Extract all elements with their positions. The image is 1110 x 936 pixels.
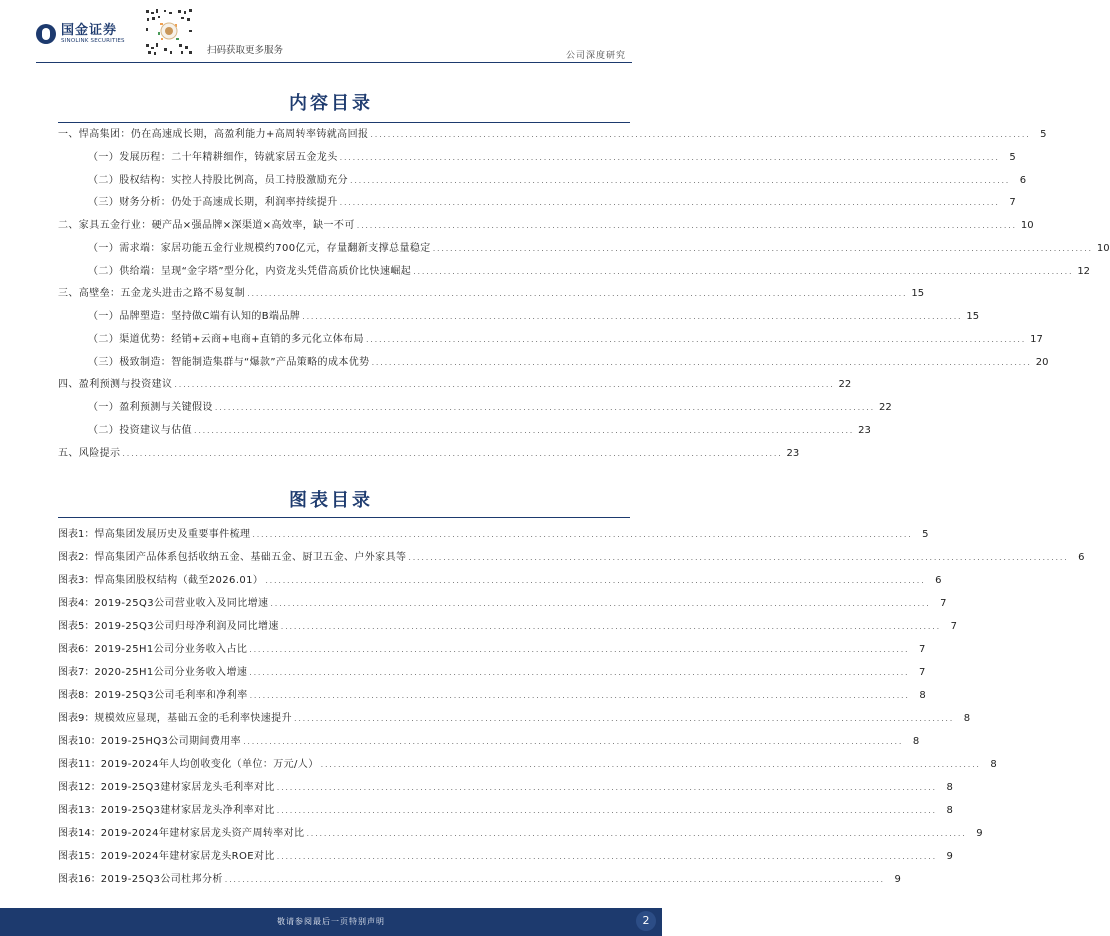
leader-dots: ........................................................................................................................................................ (350, 175, 1011, 185)
logo-cn-text: 国金证券 (61, 23, 118, 38)
figure-caption: 2020-25H1公司分业务收入增速 (94, 667, 248, 678)
figure-caption: 2019-25Q3建材家居龙头净利率对比 (100, 805, 275, 816)
toc-entry-page: 23 (858, 424, 871, 436)
figure-page: 6 (935, 575, 942, 586)
figure-caption: 2019-25Q3公司营业收入及同比增速 (94, 598, 269, 609)
figure-list (58, 525, 1085, 893)
leader-dots: ........................................................................................................................................................ (356, 221, 1017, 230)
figure-entry[interactable] (58, 594, 947, 617)
leader-dots: ........................................................................................................................................................ (370, 130, 1031, 139)
company-logo (36, 24, 125, 45)
figure-entry[interactable] (58, 617, 957, 640)
leader-dots: ........................................................................................................................................................ (249, 668, 910, 677)
leader-dots: ........................................................................................................................................................ (432, 243, 1093, 253)
figure-entry[interactable] (58, 525, 929, 548)
figure-number: 图表6： (58, 644, 95, 655)
toc-entry-page: 15 (911, 288, 925, 300)
figure-entry[interactable] (58, 732, 920, 755)
figure-page: 8 (912, 736, 920, 747)
leader-dots: ........................................................................................................................................................ (276, 806, 937, 815)
leader-dots: ........................................................................................................................................................ (252, 530, 913, 539)
leader-dots: ........................................................................................................................................................ (408, 553, 1069, 562)
figure-entry[interactable] (58, 548, 1085, 571)
figure-entry[interactable] (58, 686, 926, 709)
toc-entry[interactable] (58, 444, 800, 467)
figure-entry[interactable] (58, 870, 901, 893)
figure-page: 8 (946, 805, 953, 816)
leader-dots: ........................................................................................................................................................ (276, 783, 937, 792)
toc-entry[interactable] (58, 193, 1016, 216)
toc-entry-label: 四、盈利预测与投资建议 (58, 379, 173, 391)
leader-dots: ........................................................................................................................................................ (270, 599, 931, 608)
toc-entry-label: （三）极致制造：智能制造集群与“爆款”产品策略的成本优势 (88, 356, 370, 368)
leader-dots: ........................................................................................................................................................ (122, 448, 783, 458)
toc-entry-label: （一）发展历程：二十年精耕细作，铸就家居五金龙头 (88, 151, 338, 163)
figure-caption: 2019-25HQ3公司期间费用率 (100, 736, 242, 747)
toc-entry[interactable] (58, 330, 1043, 353)
figure-number: 图表11： (58, 759, 101, 770)
toc-entry[interactable] (58, 216, 1034, 239)
figure-entry[interactable] (58, 663, 926, 686)
toc-entry[interactable] (58, 171, 1027, 194)
figure-page: 6 (1078, 552, 1085, 563)
lof-top-rule (58, 517, 630, 518)
toc-entry-label: （一）需求端：家居功能五金行业规模约700亿元，存量翻新支撑总量稳定 (88, 242, 431, 254)
figure-caption: 2019-25Q3公司毛利率和净利率 (94, 690, 248, 701)
leader-dots: ........................................................................................................................................................ (174, 380, 835, 390)
figure-entry[interactable] (58, 755, 997, 778)
figure-page: 8 (990, 759, 997, 770)
figure-number: 图表7： (58, 667, 95, 678)
leader-dots: ........................................................................................................................................................ (280, 622, 941, 631)
leader-dots: ........................................................................................................................................................ (249, 691, 910, 700)
toc-entry-label: 三、高壁垒：五金龙头进击之路不易复制 (58, 288, 246, 300)
figure-number: 图表2： (58, 552, 95, 563)
figure-page: 5 (922, 529, 929, 540)
qr-code-icon (142, 6, 196, 58)
leader-dots: ........................................................................................................................................................ (413, 266, 1074, 276)
toc-entry[interactable] (58, 375, 852, 398)
figure-caption: 2019-2024年建材家居龙头ROE对比 (100, 851, 275, 862)
leader-dots: ........................................................................................................................................................ (194, 425, 855, 435)
toc-entry-page: 23 (786, 447, 800, 459)
figure-entry[interactable] (58, 801, 953, 824)
leader-dots: ........................................................................................................................................................ (339, 152, 1000, 162)
leader-dots: ........................................................................................................................................................ (214, 403, 875, 412)
toc-entry[interactable] (58, 353, 1049, 376)
toc-entry-page: 10 (1096, 242, 1110, 254)
header-divider (36, 62, 632, 63)
leader-dots: ........................................................................................................................................................ (302, 312, 963, 321)
toc-entry-label: （一）盈利预测与关键假设 (88, 402, 213, 413)
figure-caption: 规模效应显现，基础五金的毛利率快速提升 (94, 713, 292, 724)
figure-caption: 2019-25Q3公司归母净利润及同比增速 (94, 621, 279, 632)
figure-number: 图表3： (58, 575, 95, 586)
figure-number: 图表5： (58, 621, 95, 632)
toc-entry-page: 5 (1040, 129, 1047, 140)
leader-dots: ........................................................................................................................................................ (249, 645, 910, 654)
toc-title: 内容目录 (289, 93, 373, 114)
disclaimer-notice: 敬请参阅最后一页特别声明 (277, 917, 385, 926)
figure-page: 9 (894, 874, 901, 885)
toc-entry-label: （二）渠道优势：经销+云商+电商+直销的多元化立体布局 (88, 333, 364, 345)
figure-number: 图表14： (58, 828, 101, 839)
figure-number: 图表9： (58, 713, 95, 724)
page-footer (0, 908, 662, 936)
toc-entry-page: 22 (878, 402, 892, 413)
leader-dots: ........................................................................................................................................................ (371, 357, 1032, 367)
logo-mark-icon (36, 24, 56, 44)
toc-entry[interactable] (58, 421, 871, 444)
figure-number: 图表15： (58, 851, 101, 862)
report-type-label: 公司深度研究 (565, 51, 626, 61)
leader-dots: ........................................................................................................................................................ (243, 737, 904, 746)
figure-number: 图表16： (58, 874, 101, 885)
figure-page: 7 (950, 621, 957, 632)
logo-en-text: SINOLINK SECURITIES (61, 38, 125, 44)
toc-entry[interactable] (58, 239, 1110, 262)
figure-entry[interactable] (58, 709, 971, 732)
leader-dots: ........................................................................................................................................................ (276, 852, 937, 861)
leader-dots: ........................................................................................................................................................ (265, 576, 926, 585)
toc-entry-label: （一）品牌塑造：坚持做C端有认知的B端品牌 (88, 311, 301, 322)
figure-number: 图表4： (58, 598, 95, 609)
leader-dots: ........................................................................................................................................................ (320, 760, 981, 769)
toc-entry-label: （二）供给端：呈现“金字塔”型分化，内资龙头凭借高质价比快速崛起 (88, 265, 412, 277)
figure-caption: 2019-2024年建材家居龙头资产周转率对比 (100, 828, 305, 839)
toc-entry[interactable] (58, 307, 980, 330)
figure-page: 8 (919, 690, 926, 701)
toc-list (58, 125, 1110, 466)
toc-entry-label: （三）财务分析：仍处于高速成长期，利润率持续提升 (88, 197, 338, 209)
figure-page: 7 (940, 598, 947, 609)
toc-entry-page: 10 (1020, 220, 1034, 231)
figure-caption: 2019-2024年人均创收变化（单位：万元/人） (100, 759, 319, 770)
toc-entry-page: 17 (1030, 333, 1043, 345)
figure-page: 9 (946, 851, 953, 862)
toc-entry[interactable] (58, 262, 1091, 285)
figure-entry[interactable] (58, 847, 953, 870)
leader-dots: ........................................................................................................................................................ (365, 334, 1027, 344)
toc-entry[interactable] (58, 284, 925, 307)
toc-entry-page: 7 (1009, 197, 1016, 209)
figure-entry[interactable] (58, 778, 953, 801)
figure-entry[interactable] (58, 824, 983, 847)
toc-entry-label: （二）投资建议与估值 (88, 424, 192, 436)
toc-entry-page: 5 (1009, 151, 1016, 163)
figure-page: 7 (919, 667, 926, 678)
figure-caption: 2019-25H1公司分业务收入占比 (94, 644, 248, 655)
figure-entry[interactable] (58, 640, 926, 663)
qr-caption: 扫码获取更多服务 (207, 45, 284, 56)
leader-dots: ........................................................................................................................................................ (293, 714, 955, 723)
figure-page: 8 (963, 713, 971, 724)
leader-dots: ........................................................................................................................................................ (306, 829, 967, 838)
toc-entry-page: 15 (966, 311, 980, 322)
figure-caption: 2019-25Q3公司杜邦分析 (100, 874, 223, 885)
figure-entry[interactable] (58, 571, 942, 594)
toc-entry-page: 20 (1035, 356, 1049, 368)
figure-number: 图表10： (58, 736, 101, 747)
figure-number: 图表12： (58, 782, 101, 793)
figure-number: 图表13： (58, 805, 101, 816)
toc-entry-label: （二）股权结构：实控人持股比例高，员工持股激励充分 (88, 174, 348, 186)
toc-entry-page: 22 (838, 379, 852, 391)
leader-dots: ........................................................................................................................................................ (339, 198, 1000, 208)
leader-dots: ........................................................................................................................................................ (247, 289, 908, 299)
leader-dots: ........................................................................................................................................................ (224, 875, 885, 884)
figure-page: 7 (919, 644, 926, 655)
toc-entry[interactable] (58, 148, 1016, 171)
toc-entry-label: 五、风险提示 (58, 447, 121, 459)
toc-entry-label: 一、悍高集团：仍在高速成长期，高盈利能力+高周转率铸就高回报 (58, 129, 369, 140)
toc-entry-label: 二、家具五金行业：硬产品×强品牌×深渠道×高效率，缺一不可 (58, 220, 355, 231)
figure-caption: 悍高集团产品体系包括收纳五金、基础五金、厨卫五金、户外家具等 (94, 552, 407, 563)
figure-number: 图表1： (58, 529, 95, 540)
toc-entry[interactable] (58, 125, 1047, 148)
figure-page: 8 (946, 782, 953, 793)
page-number-badge: 2 (636, 911, 656, 931)
toc-top-rule (58, 122, 630, 123)
toc-entry[interactable] (58, 398, 892, 421)
figure-caption: 2019-25Q3建材家居龙头毛利率对比 (100, 782, 275, 793)
figure-caption: 悍高集团股权结构（截至2026.01） (94, 575, 264, 586)
figure-number: 图表8： (58, 690, 95, 701)
toc-entry-page: 6 (1019, 174, 1027, 186)
lof-title: 图表目录 (289, 490, 373, 511)
figure-caption: 悍高集团发展历史及重要事件梳理 (94, 529, 251, 540)
figure-page: 9 (976, 828, 983, 839)
toc-entry-page: 12 (1077, 265, 1091, 277)
